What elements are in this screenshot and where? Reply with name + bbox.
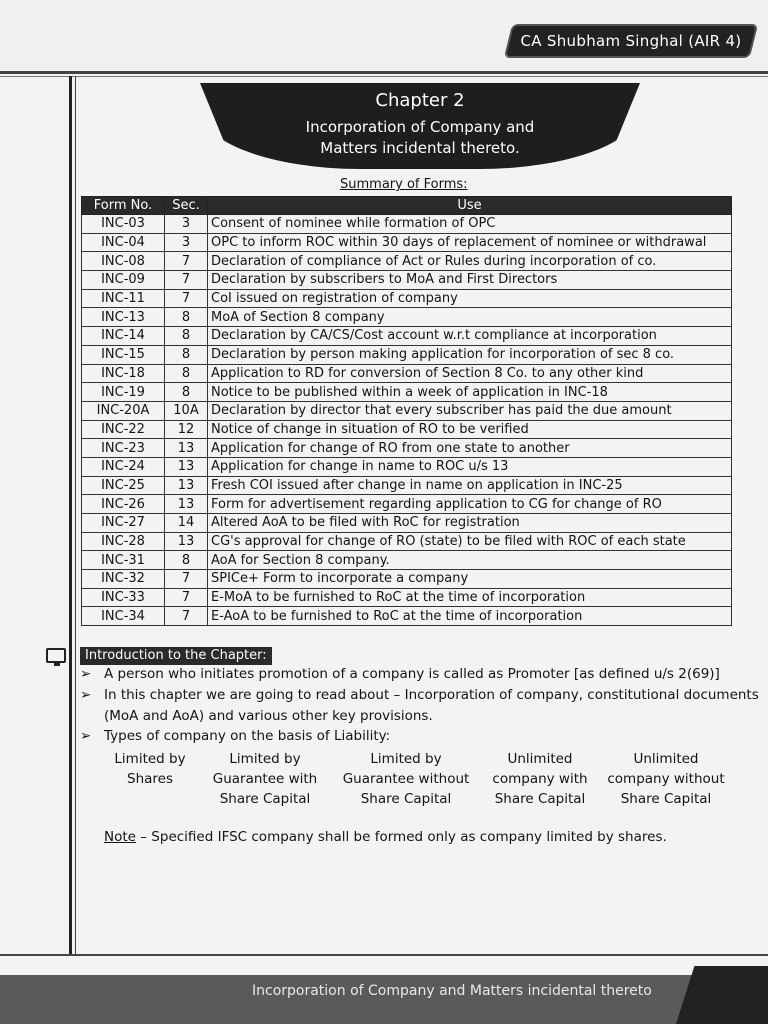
intro-bullet-2 [80, 687, 759, 703]
chapter-subtitle-line1: Incorporation of Company and [305, 118, 535, 136]
intro-bullet-3 [80, 728, 390, 744]
cell-sec: 8 [165, 383, 208, 402]
cell-sec: 8 [165, 345, 208, 364]
cell-form-no: INC-25 [82, 476, 165, 495]
column-header-sec: Sec. [165, 197, 208, 215]
liability-line: Share Capital [360, 791, 452, 807]
liability-line: Share Capital [494, 791, 586, 807]
cell-form-no: INC-32 [82, 570, 165, 589]
forms-table [81, 196, 732, 626]
cell-sec: 10A [165, 401, 208, 420]
cell-sec: 13 [165, 495, 208, 514]
cell-sec: 8 [165, 551, 208, 570]
liability-line: Limited by [370, 751, 442, 767]
cell-use: CG's approval for change of RO (state) to be filed with ROC of each state [208, 532, 732, 551]
cell-use: Application to RD for conversion of Section 8 Co. to any other kind [208, 364, 732, 383]
liability-line: Share Capital [620, 791, 712, 807]
cell-form-no: INC-26 [82, 495, 165, 514]
table-row [82, 383, 732, 402]
forms-table-body [82, 215, 732, 626]
top-rule-thin [0, 76, 768, 77]
summary-title: Summary of Forms: [340, 177, 468, 192]
cell-form-no: INC-27 [82, 514, 165, 533]
cell-form-no: INC-19 [82, 383, 165, 402]
liability-type-2 [208, 749, 322, 809]
cell-form-no: INC-09 [82, 271, 165, 290]
cell-form-no: INC-31 [82, 551, 165, 570]
table-row [82, 252, 732, 271]
table-row [82, 401, 732, 420]
liability-line: Guarantee with [212, 771, 318, 787]
liability-type-3 [338, 749, 474, 809]
cell-sec: 7 [165, 588, 208, 607]
cell-sec: 3 [165, 233, 208, 252]
cell-sec: 8 [165, 308, 208, 327]
cell-form-no: INC-20A [82, 401, 165, 420]
cell-sec: 3 [165, 215, 208, 234]
bullet-arrow-icon: ➢ [80, 728, 92, 744]
table-row [82, 570, 732, 589]
table-row [82, 439, 732, 458]
note-label: Note [104, 829, 136, 845]
cell-use: Declaration of compliance of Act or Rules during incorporation of co. [208, 252, 732, 271]
cell-use: Declaration by subscribers to MoA and First Directors [208, 271, 732, 290]
intro-bullet-text: Types of company on the basis of Liability: [104, 728, 391, 744]
table-row [82, 327, 732, 346]
liability-line: Unlimited [633, 751, 699, 767]
cell-form-no: INC-28 [82, 532, 165, 551]
table-row [82, 233, 732, 252]
cell-sec: 13 [165, 532, 208, 551]
table-row [82, 532, 732, 551]
table-row [82, 289, 732, 308]
cell-use: Application for change of RO from one state to another [208, 439, 732, 458]
top-rule [0, 71, 768, 74]
liability-line: Guarantee without [342, 771, 470, 787]
table-row [82, 364, 732, 383]
table-row [82, 345, 732, 364]
cell-use: Form for advertisement regarding application to CG for change of RO [208, 495, 732, 514]
table-row [82, 495, 732, 514]
liability-line: Share Capital [219, 791, 311, 807]
cell-use: Consent of nominee while formation of OPC [208, 215, 732, 234]
cell-use: Fresh COI issued after change in name on application in INC-25 [208, 476, 732, 495]
cell-sec: 7 [165, 607, 208, 626]
liability-line: Limited by [229, 751, 301, 767]
note-text: – Specified IFSC company shall be formed only as company limited by shares. [135, 829, 667, 845]
chapter-subtitle-line2: Matters incidental thereto. [320, 139, 520, 157]
table-row [82, 215, 732, 234]
cell-use: MoA of Section 8 company [208, 308, 732, 327]
bottom-rule [0, 954, 768, 956]
author-name: CA Shubham Singhal (AIR 4) [520, 32, 742, 50]
footer-text: Incorporation of Company and Matters incidental thereto [252, 983, 652, 999]
presentation-icon [46, 648, 66, 663]
cell-sec: 7 [165, 289, 208, 308]
cell-use: AoA for Section 8 company. [208, 551, 732, 570]
liability-type-1 [108, 749, 192, 789]
cell-use: Declaration by CA/CS/Cost account w.r.t compliance at incorporation [208, 327, 732, 346]
table-header-row [82, 197, 732, 215]
intro-heading: Introduction to the Chapter: [80, 647, 272, 665]
bullet-arrow-icon: ➢ [80, 687, 92, 703]
cell-form-no: INC-14 [82, 327, 165, 346]
cell-use: Declaration by person making application for incorporation of sec 8 co. [208, 345, 732, 364]
cell-sec: 14 [165, 514, 208, 533]
cell-use: Application for change in name to ROC u/s 13 [208, 457, 732, 476]
cell-sec: 8 [165, 364, 208, 383]
cell-form-no: INC-04 [82, 233, 165, 252]
table-row [82, 514, 732, 533]
liability-type-5 [604, 749, 728, 809]
liability-line: company with [492, 771, 588, 787]
cell-use: Declaration by director that every subscriber has paid the due amount [208, 401, 732, 420]
cell-form-no: INC-24 [82, 457, 165, 476]
cell-form-no: INC-08 [82, 252, 165, 271]
cell-sec: 13 [165, 476, 208, 495]
intro-bullet-1 [80, 666, 720, 682]
cell-form-no: INC-23 [82, 439, 165, 458]
cell-form-no: INC-03 [82, 215, 165, 234]
cell-sec: 8 [165, 327, 208, 346]
cell-sec: 12 [165, 420, 208, 439]
cell-form-no: INC-34 [82, 607, 165, 626]
cell-sec: 7 [165, 271, 208, 290]
liability-line: Unlimited [507, 751, 573, 767]
cell-use: Altered AoA to be filed with RoC for registration [208, 514, 732, 533]
cell-use: SPICe+ Form to incorporate a company [208, 570, 732, 589]
cell-use: Notice of change in situation of RO to be verified [208, 420, 732, 439]
cell-form-no: INC-11 [82, 289, 165, 308]
cell-form-no: INC-13 [82, 308, 165, 327]
liability-line: Shares [127, 771, 173, 787]
intro-bullet-text: In this chapter we are going to read about – Incorporation of company, constitutional documents [104, 687, 759, 703]
table-row [82, 457, 732, 476]
intro-bullet-2-continued: (MoA and AoA) and various other key provisions. [104, 708, 433, 724]
bullet-arrow-icon: ➢ [80, 666, 92, 682]
cell-use: CoI issued on registration of company [208, 289, 732, 308]
table-row [82, 588, 732, 607]
cell-form-no: INC-22 [82, 420, 165, 439]
column-header-use: Use [208, 197, 732, 215]
cell-sec: 13 [165, 439, 208, 458]
table-row [82, 551, 732, 570]
column-header-form-no: Form No. [82, 197, 165, 215]
chapter-title: Chapter 2 [375, 90, 465, 111]
cell-sec: 13 [165, 457, 208, 476]
author-tab [504, 24, 758, 58]
liability-line: Limited by [114, 751, 186, 767]
cell-sec: 7 [165, 252, 208, 271]
cell-form-no: INC-15 [82, 345, 165, 364]
table-row [82, 271, 732, 290]
cell-sec: 7 [165, 570, 208, 589]
cell-use: OPC to inform ROC within 30 days of replacement of nominee or withdrawal [208, 233, 732, 252]
chapter-subtitle [200, 117, 640, 159]
margin-line [69, 76, 72, 956]
liability-type-4 [486, 749, 594, 809]
cell-use: E-AoA to be furnished to RoC at the time of incorporation [208, 607, 732, 626]
table-row [82, 607, 732, 626]
cell-use: E-MoA to be furnished to RoC at the time of incorporation [208, 588, 732, 607]
table-row [82, 308, 732, 327]
margin-line-thin [75, 76, 76, 956]
cell-form-no: INC-33 [82, 588, 165, 607]
note [104, 829, 667, 845]
cell-form-no: INC-18 [82, 364, 165, 383]
cell-use: Notice to be published within a week of application in INC-18 [208, 383, 732, 402]
liability-line: company without [607, 771, 725, 787]
table-row [82, 476, 732, 495]
intro-bullet-text: A person who initiates promotion of a company is called as Promoter [as defined u/s 2(69)] [104, 666, 720, 682]
table-row [82, 420, 732, 439]
